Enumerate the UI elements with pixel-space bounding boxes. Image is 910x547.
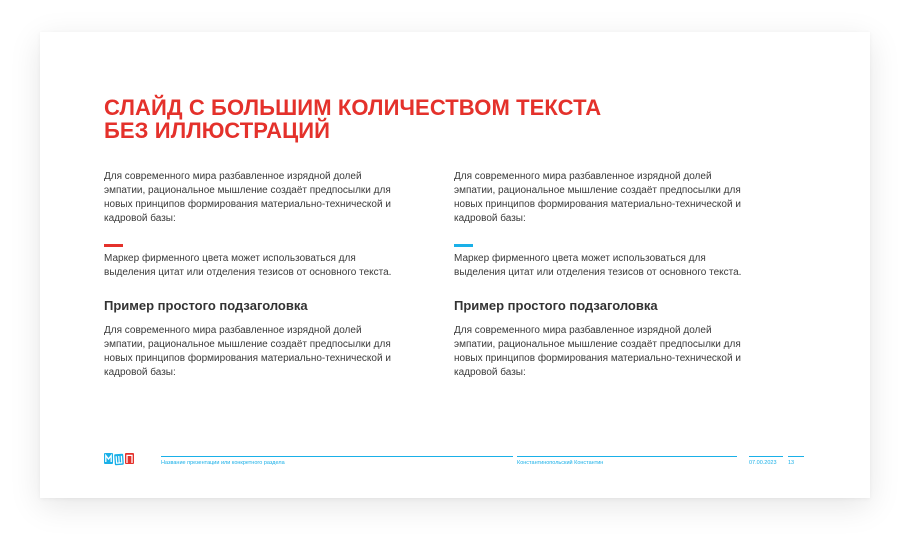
subheading: Пример простого подзаголовка [104, 298, 308, 313]
footer-author: Константинопольский Константин [517, 456, 737, 467]
text-column-right [454, 170, 754, 380]
footer-presentation-name: Название презентации или конкретного раздела [161, 456, 513, 467]
marker-paragraph: Маркер фирменного цвета может использоваться для выделения цитат или отделения тезисов от основного текста. [104, 253, 392, 278]
slide-footer [104, 450, 808, 470]
slide-title-line-2: БЕЗ ИЛЛЮСТРАЦИЙ [104, 118, 331, 143]
intro-paragraph: Для современного мира разбавленное изрядной долей эмпатии, рациональное мышление создаёт предпосылки для новых принципов формирования материально-технической и кадровой базы: [454, 171, 741, 224]
slide-title-line-1: СЛАЙД С БОЛЬШИМ КОЛИЧЕСТВОМ ТЕКСТА [104, 95, 602, 120]
marker-paragraph: Маркер фирменного цвета может использоваться для выделения цитат или отделения тезисов от основного текста. [454, 253, 742, 278]
mshp-logo-icon [104, 452, 134, 466]
body-paragraph: Для современного мира разбавленное изрядной долей эмпатии, рациональное мышление создаёт предпосылки для новых принципов формирования материально-технической и кадровой базы: [454, 325, 741, 378]
brand-marker-blue [454, 244, 473, 247]
body-paragraph: Для современного мира разбавленное изрядной долей эмпатии, рациональное мышление создаёт предпосылки для новых принципов формирования материально-технической и кадровой базы: [104, 325, 391, 378]
brand-marker-red [104, 244, 123, 247]
slide [40, 32, 870, 498]
subheading: Пример простого подзаголовка [454, 298, 658, 313]
slide-title [104, 96, 601, 142]
footer-date: 07.00.2023 [749, 456, 783, 467]
footer-page-number: 13 [788, 456, 804, 467]
text-column-left [104, 170, 404, 380]
intro-paragraph: Для современного мира разбавленное изрядной долей эмпатии, рациональное мышление создаёт предпосылки для новых принципов формирования материально-технической и кадровой базы: [104, 171, 391, 224]
